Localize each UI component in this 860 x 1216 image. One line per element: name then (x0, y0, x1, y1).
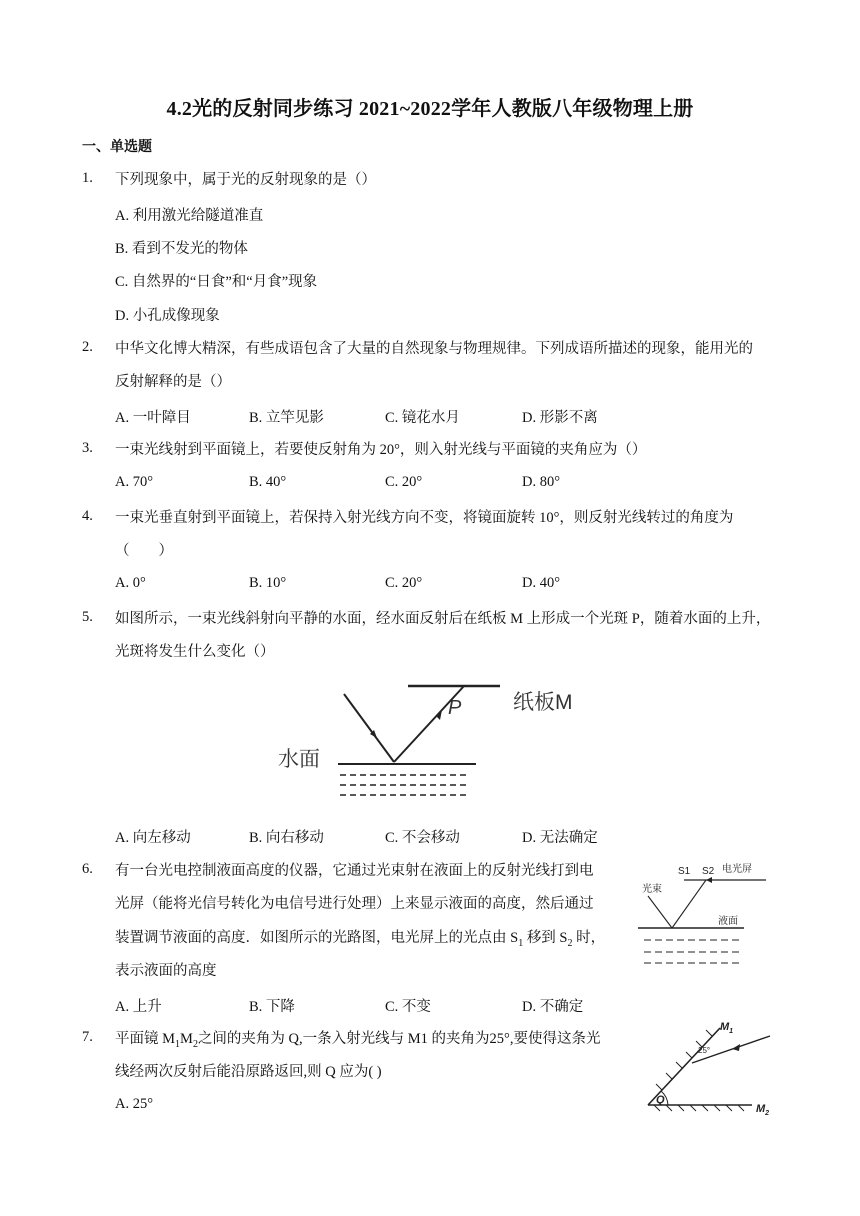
question-6-line-3: 装置调节液面的高度．如图所示的光路图，电光屏上的光点由 $S_1$ 移到 $S_2$ 时， (115, 930, 606, 949)
q7-option-a: A. 25° (115, 1096, 154, 1112)
question-7-line-2: 线经两次反射后能沿原路返回,则 Q 应为( ) (115, 1064, 382, 1080)
question-4-line-1: 一束光垂直射到平面镜上，若保持入射光线方向不变，将镜面旋转 10°，则反射光线转过的角度为 (115, 510, 734, 526)
two-mirror-figure (640, 1018, 780, 1118)
q1-option-c: C. 自然界的“日食”和“月食”现象 (115, 274, 318, 290)
q5-option-a: A. 向左移动 (115, 830, 191, 846)
q3-option-d: D. 80° (522, 474, 561, 490)
question-1-text: 下列现象中，属于光的反射现象的是（） (115, 172, 376, 188)
angle-q-label: Q (656, 1094, 665, 1106)
question-7-number: 7. (82, 1029, 93, 1045)
q4-option-d: D. 40° (522, 575, 561, 591)
page-title: 4.2光的反射同步练习 2021~2022学年人教版八年级物理上册 (166, 98, 694, 120)
question-5-line-1: 如图所示，一束光线斜射向平静的水面，经水面反射后在纸板 M 上形成一个光斑 P，随着水面的上升， (115, 611, 771, 627)
q4-option-b: B. 10° (249, 575, 287, 591)
angle-25-label: 25° (698, 1046, 711, 1055)
q1-option-b: B. 看到不发光的物体 (115, 241, 248, 257)
q6-option-a: A. 上升 (115, 999, 162, 1015)
m1-label: $M_1$ (720, 1021, 734, 1035)
q6-option-b: B. 下降 (249, 999, 295, 1015)
water-reflection-figure (270, 676, 600, 806)
q2-option-b: B. 立竿见影 (249, 410, 324, 426)
q2-option-d: D. 形影不离 (522, 410, 598, 426)
q5-option-b: B. 向右移动 (249, 830, 324, 846)
spot-p-label: P (448, 697, 462, 719)
q5-option-c: C. 不会移动 (385, 830, 460, 846)
question-3-number: 3. (82, 440, 93, 456)
water-label: 水面 (278, 748, 320, 771)
liquid-level-figure (636, 858, 796, 968)
section-heading: 一、单选题 (82, 140, 152, 155)
q3-option-b: B. 40° (249, 474, 287, 490)
question-5-number: 5. (82, 609, 93, 625)
screen-label: 电光屏 (722, 864, 752, 875)
question-5-line-2: 光斑将发生什么变化（） (115, 644, 275, 660)
q6-option-d: D. 不确定 (522, 999, 584, 1015)
question-3-text: 一束光线射到平面镜上，若要使反射角为 20°，则入射光线与平面镜的夹角应为（） (115, 442, 647, 458)
q3-option-a: A. 70° (115, 474, 154, 490)
beam-label: 光束 (642, 884, 662, 895)
q5-option-d: D. 无法确定 (522, 830, 598, 846)
s2-label: S2 (702, 866, 715, 877)
m2-label: $M_2$ (756, 1103, 770, 1117)
question-7-line-1: 平面镜 $M_1M_2$之间的夹角为 Q,一条入射光线与 M1 的夹角为25°,要使得这条光 (115, 1031, 601, 1050)
q1-option-d: D. 小孔成像现象 (115, 308, 220, 324)
liquid-label: 液面 (718, 916, 738, 927)
question-6-line-1: 有一台光电控制液面高度的仪器，它通过光束射在液面上的反射光线打到电 (115, 863, 594, 879)
q1-option-a: A. 利用激光给隧道准直 (115, 208, 264, 224)
question-2-number: 2. (82, 339, 93, 355)
q4-option-a: A. 0° (115, 575, 146, 591)
question-6-line-2: 光屏（能将光信号转化为电信号进行处理）上来显示液面的高度，然后通过 (115, 896, 594, 912)
question-4-line-2: （ ） (115, 543, 173, 559)
s1-label: S1 (678, 866, 691, 877)
board-label: 纸板M (513, 691, 573, 714)
q2-option-c: C. 镜花水月 (385, 410, 460, 426)
q2-option-a: A. 一叶障目 (115, 410, 191, 426)
question-2-line-1: 中华文化博大精深，有些成语包含了大量的自然现象与物理规律。下列成语所描述的现象，能用光的 (115, 341, 753, 357)
question-6-line-4: 表示液面的高度 (115, 963, 217, 979)
q3-option-c: C. 20° (385, 474, 423, 490)
q4-option-c: C. 20° (385, 575, 423, 591)
question-4-number: 4. (82, 508, 93, 524)
question-6-number: 6. (82, 861, 93, 877)
q6-option-c: C. 不变 (385, 999, 431, 1015)
question-2-line-2: 反射解释的是（） (115, 374, 231, 390)
question-1-number: 1. (82, 170, 93, 186)
